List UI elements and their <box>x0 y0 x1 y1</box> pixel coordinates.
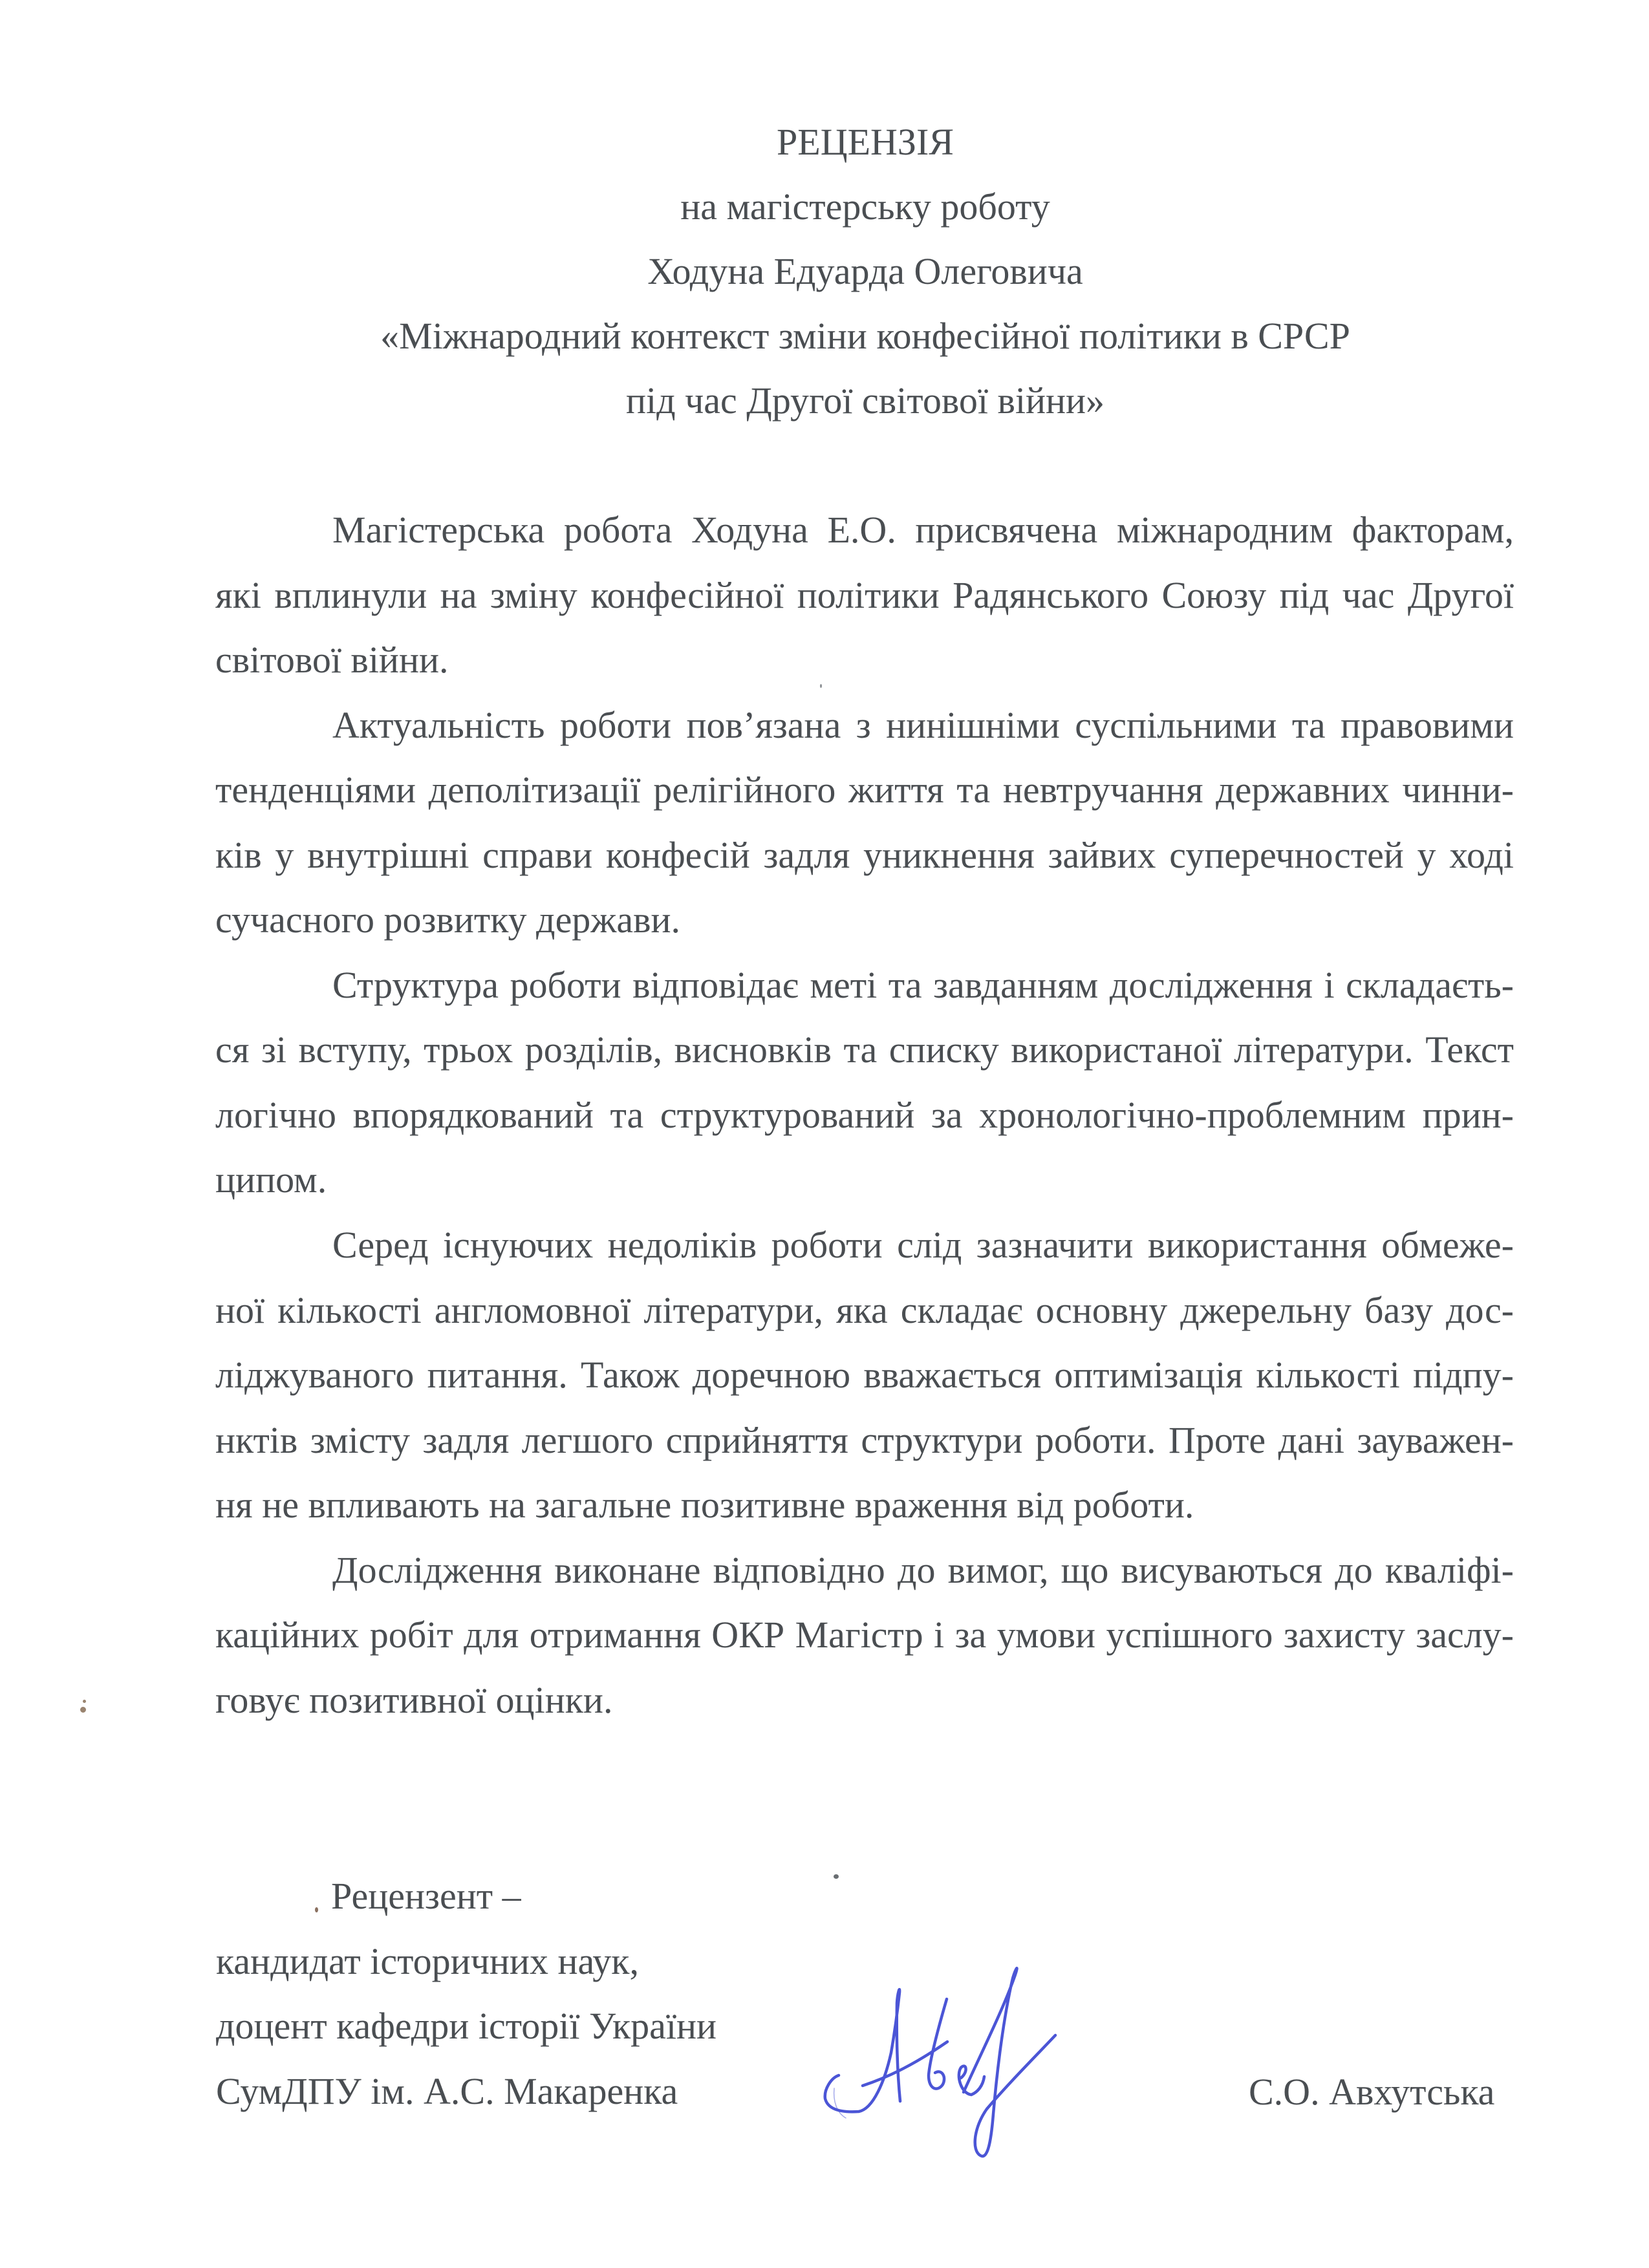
text-line: сучасного розвитку держави. <box>215 899 681 941</box>
scan-speck <box>80 1707 86 1713</box>
reviewer-role: Рецензент – <box>331 1875 521 1917</box>
text-line: ня не впливають на загальне позитивне враження від роботи. <box>215 1484 1194 1526</box>
thesis-topic-line: під час Другої світової війни» <box>625 380 1105 422</box>
text-line: Актуальність роботи пов’язана з нинішніми суспільними та правовими <box>332 703 1514 746</box>
paragraph-relevance <box>215 693 1514 953</box>
text-line: світової війни. <box>215 639 449 681</box>
text-line: ків у внутрішні справи конфесій задля уникнення зайвих суперечностей у ході <box>215 833 1514 876</box>
text-line: ної кількості англомовної літератури, яка складає основну джерельну базу дос- <box>215 1289 1514 1331</box>
text-line: Магістерська робота Ходуна Е.О. присвячена міжнародним факторам, <box>332 509 1514 551</box>
text-line: тенденціями деполітизації релігійного життя та невтручання державних чинни- <box>215 769 1514 811</box>
thesis-author: Ходуна Едуарда Олеговича <box>647 250 1083 292</box>
scan-speck <box>820 684 822 688</box>
scan-speck <box>834 1874 839 1879</box>
paragraph-summary <box>215 498 1514 693</box>
text-line: ліджуваного питання. Також доречною вважається оптимізація кількості підпу- <box>215 1354 1514 1396</box>
text-line: які вплинули на зміну конфесійної політики Радянського Союзу під час Другої <box>215 573 1514 616</box>
scan-speck <box>315 1907 318 1912</box>
document-heading <box>215 110 1515 433</box>
signature-stroke <box>834 2088 846 2118</box>
review-body <box>215 498 1514 1733</box>
reviewer-institution: СумДПУ ім. А.С. Макаренка <box>216 2070 678 2113</box>
text-line: Серед існуючих недоліків роботи слід зазначити використання обмеже- <box>332 1224 1514 1267</box>
text-line: нктів змісту задля легшого сприйняття структури роботи. Проте дані зауважен- <box>215 1418 1514 1461</box>
paragraph-shortcomings <box>215 1213 1514 1538</box>
text-line: Дослідження виконане відповідно до вимог, що висуваються до кваліфі- <box>332 1548 1514 1591</box>
text-line: каційних робіт для отримання ОКР Магістр і за умови успішного захисту заслу- <box>215 1614 1514 1656</box>
reviewer-position: доцент кафедри історії України <box>216 2005 717 2048</box>
text-line: ся зі вступу, трьох розділів, висновків та списку використаної літератури. Текст <box>215 1029 1514 1071</box>
text-line: ципом. <box>215 1159 327 1201</box>
thesis-topic-line: «Міжнародний контекст зміни конфесійної політики в СРСР <box>380 315 1350 357</box>
reviewer-name: С.О. Авхутська <box>1249 2071 1495 2113</box>
scan-speck <box>83 1700 86 1703</box>
handwritten-signature <box>808 1940 1106 2172</box>
signature-stroke <box>959 2066 984 2095</box>
signature-stroke <box>964 1968 1055 2156</box>
text-line: логічно впорядкований та структурований за хронологічно-проблемним прин- <box>215 1093 1514 1136</box>
signature-stroke <box>825 1989 900 2112</box>
paragraph-conclusion <box>215 1538 1514 1733</box>
reviewer-credentials <box>216 1864 798 2124</box>
text-line: Структура роботи відповідає меті та завданням дослідження і складаєть- <box>332 963 1514 1006</box>
reviewer-degree: кандидат історичних наук, <box>216 1940 639 1982</box>
document-title: РЕЦЕНЗІЯ <box>777 121 954 163</box>
paragraph-structure <box>215 953 1514 1213</box>
text-line: говує позитивної оцінки. <box>215 1678 613 1721</box>
document-subtitle: на магістерську роботу <box>680 186 1050 228</box>
